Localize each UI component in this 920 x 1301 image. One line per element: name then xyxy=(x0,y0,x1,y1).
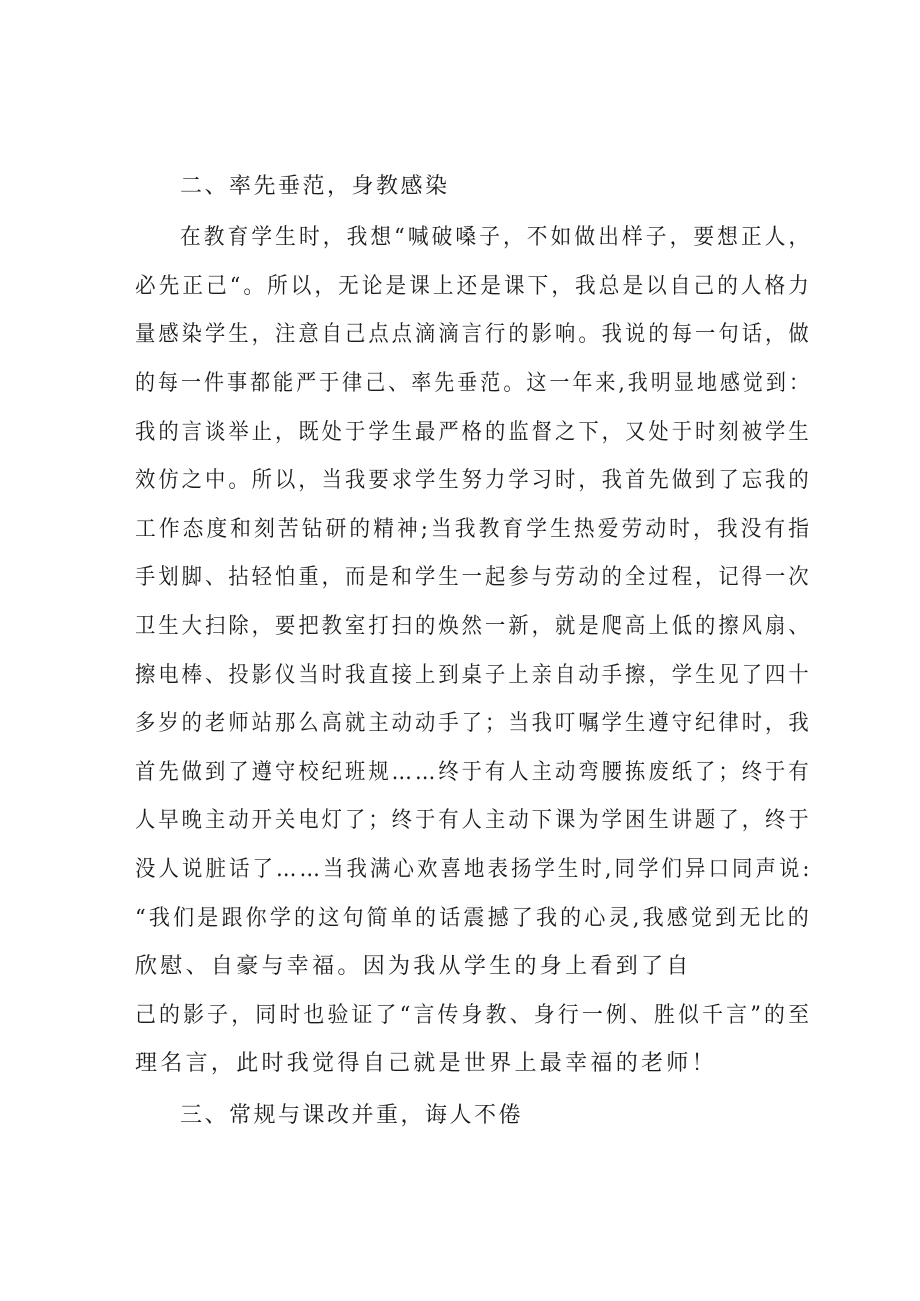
paragraph-line-2: 必先正己“。所以，无论是课上还是课下，我总是以自己的人格力 xyxy=(135,274,812,299)
paragraph-line-11: 多岁的老师站那么高就主动动手了；当我叮嘱学生遵守纪律时，我 xyxy=(135,711,812,736)
paragraph-line-12: 首先做到了遵守校纪班规……终于有人主动弯腰拣废纸了；终于有 xyxy=(135,760,812,785)
paragraph-line-8: 手划脚、拈轻怕重，而是和学生一起参与劳动的全过程，记得一次 xyxy=(135,565,812,590)
paragraph-line-10: 擦电棒、投影仪当时我直接上到桌子上亲自动手擦，学生见了四十 xyxy=(135,663,812,688)
paragraph-line-9: 卫生大扫除，要把教室打扫的焕然一新，就是爬高上低的擦风扇、 xyxy=(135,614,812,639)
paragraph-line-4: 的每一件事都能严于律己、率先垂范。这一年来,我明显地感觉到： xyxy=(135,371,812,396)
paragraph-line-18: 理名言，此时我觉得自己就是世界上最幸福的老师！ xyxy=(135,1051,717,1076)
paragraph-line-7: 工作态度和刻苦钻研的精神;当我教育学生热爱劳动时，我没有指 xyxy=(135,517,813,542)
paragraph-line-17: 己的影子，同时也验证了“言传身教、身行一例、胜似千言”的至 xyxy=(135,1003,813,1028)
paragraph-line-15: “我们是跟你学的这句简单的话震撼了我的心灵,我感觉到无比的 xyxy=(135,906,812,931)
paragraph-line-16: 欣慰、自豪与幸福。因为我从学生的身上看到了自 xyxy=(135,954,692,979)
paragraph-line-6: 效仿之中。所以，当我要求学生努力学习时，我首先做到了忘我的 xyxy=(135,468,812,493)
paragraph-line-1: 在教育学生时，我想“喊破嗓子，不如做出样子，要想正人， xyxy=(180,225,813,250)
paragraph-line-3: 量感染学生，注意自己点点滴滴言行的影响。我说的每一句话，做 xyxy=(135,322,812,347)
paragraph-line-13: 人早晚主动开关电灯了；终于有人主动下课为学困生讲题了，终于 xyxy=(135,808,812,833)
paragraph-line-5: 我的言谈举止，既处于学生最严格的监督之下，又处于时刻被学生 xyxy=(135,420,812,445)
section-heading-2: 二、率先垂范，身教感染 xyxy=(180,174,450,199)
section-heading-3: 三、常规与课改并重，诲人不倦 xyxy=(180,1103,524,1128)
paragraph-line-14: 没人说脏话了……当我满心欢喜地表扬学生时,同学们异口同声说: xyxy=(135,857,813,882)
